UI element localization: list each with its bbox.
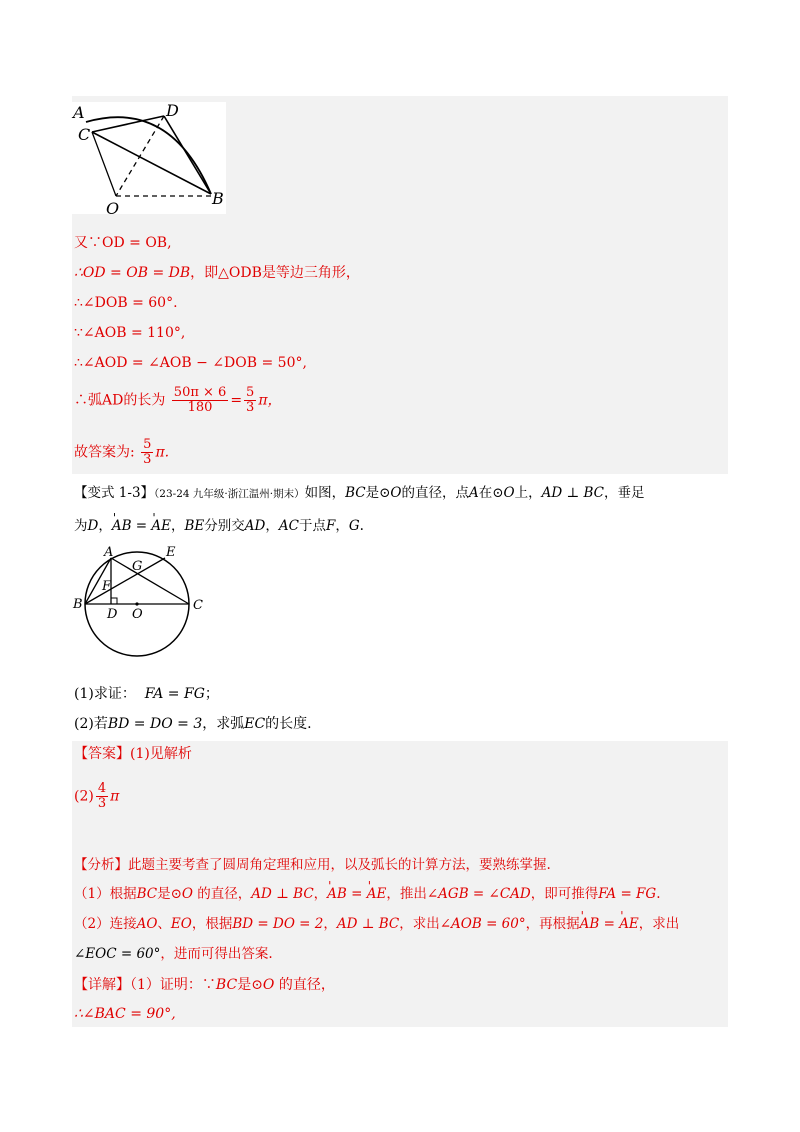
arc-ab: ' AB (112, 516, 132, 536)
fraction-result (244, 386, 256, 415)
math-eo: EO (170, 916, 192, 932)
equals-sign: = (346, 886, 367, 902)
answer-label: 【答案】 (74, 746, 130, 762)
math-ad-perp-bc: AD ⊥ BC (251, 886, 314, 902)
detail-line-1 (74, 975, 335, 995)
detail-line-2 (74, 1004, 176, 1024)
problem-text: 于点 (298, 518, 326, 534)
fraction-numerator: 5 (246, 385, 255, 400)
analysis-text: （1）根据 (74, 886, 137, 902)
question-text: (1)求证： (74, 686, 136, 702)
answer-part-1: (1)见解析 (130, 746, 192, 762)
fraction-numerator: 50π × 6 (173, 385, 227, 400)
math-ac: AC (278, 518, 299, 534)
math-bd-do: BD = DO = 2 (232, 916, 324, 932)
fraction-denominator: 3 (97, 796, 107, 811)
analysis-text: 是 (157, 886, 171, 902)
fraction-final (141, 438, 153, 467)
fig2-label-o: O (132, 607, 143, 622)
problem-text: . (359, 518, 364, 534)
pi-symbol: π (110, 788, 120, 805)
problem-text: ， (335, 518, 349, 534)
fraction-numerator: 5 (143, 437, 152, 452)
solution-line-5: ∴∠AOD = ∠AOB − ∠DOB = 50°, (74, 355, 307, 371)
problem-text: 如图， (304, 485, 346, 501)
arc-ae: ' AE (151, 516, 171, 536)
fig1-label-a: A (73, 103, 85, 122)
detail-text: 的直径， (274, 977, 335, 993)
math-f: F (325, 518, 336, 534)
fig1-label-b: B (212, 189, 224, 208)
math-ec: EC (244, 716, 266, 732)
arc-ab: ' AB (580, 914, 600, 934)
math-angle-aob: ∠AOB = 60° (439, 916, 526, 932)
math-circle-o: ⊙O (251, 977, 275, 993)
problem-text: 在⊙ (478, 485, 504, 501)
analysis-step-3 (74, 944, 273, 964)
analysis-text: ，求出 (399, 916, 440, 932)
equals-sign: = (599, 916, 620, 932)
final-answer-label: 故答案为: (74, 444, 135, 461)
detail-text: （1）证明：∵ (130, 977, 216, 993)
fig2-label-c: C (193, 598, 203, 613)
problem-line-2 (74, 516, 364, 536)
analysis-text: ，根据 (191, 916, 233, 932)
analysis-text: ，进而可得出答案. (160, 946, 273, 962)
fig2-label-f: F (102, 579, 112, 594)
fraction-denominator: 180 (187, 400, 213, 415)
math-bd-do: BD = DO = 3 (107, 716, 203, 732)
analysis-text: （2）连接 (74, 916, 137, 932)
fig2-label-g: G (132, 559, 143, 574)
detail-text: 是 (237, 977, 252, 993)
math-ad: AD (244, 518, 266, 534)
analysis-text: ， (323, 916, 337, 932)
fig1-label-d: D (166, 101, 179, 120)
solution-line-2 (74, 263, 360, 283)
analysis-text: ，再根据 (525, 916, 580, 932)
math-bc: BC (215, 977, 238, 993)
math-bc: BC (345, 485, 366, 501)
problem-text: ， (171, 518, 185, 534)
problem-text: ， (98, 518, 112, 534)
math-fa-fg: FA = FG (598, 886, 657, 902)
analysis-text: ，求出 (638, 916, 680, 932)
analysis-text: ，即可推得 (530, 886, 599, 902)
question-text: ； (204, 686, 219, 702)
fraction-numerator: 4 (97, 781, 107, 796)
math-fa-fg: FA = FG (144, 686, 205, 702)
analysis-text: ，推出 (386, 886, 427, 902)
problem-text: 为 (74, 518, 88, 534)
math-ad-perp-bc: AD ⊥ BC (541, 485, 604, 501)
analysis-text: 、 (157, 916, 171, 932)
fig2-label-b: B (73, 597, 83, 612)
analysis-step-2 (74, 914, 679, 934)
question-1 (74, 684, 219, 704)
analysis-label: 【分析】 (74, 857, 128, 873)
equals-sign: = (230, 392, 243, 409)
analysis-text: ， (313, 886, 328, 902)
math-be: BE (184, 518, 205, 534)
problem-line-1 (74, 483, 644, 504)
solution-line-2-text: ，即△ODB是等边三角形， (190, 265, 360, 281)
fraction-answer (96, 782, 108, 811)
math-angle-eq: ∠AGB = ∠CAD (426, 886, 531, 902)
math-d: D (87, 518, 99, 534)
question-text: (2)若 (74, 716, 108, 732)
question-text: ，求弧 (202, 716, 245, 732)
pi-symbol: π. (155, 444, 170, 461)
solution-line-1: 又∵OD = OB, (74, 235, 172, 251)
fig1-label-c: C (78, 125, 91, 144)
math-ao: AO (136, 916, 158, 932)
problem-tag: 【变式 1-3】 (74, 485, 155, 501)
math-o: O (390, 485, 402, 501)
analysis-intro (74, 855, 551, 875)
problem-text: ， (265, 518, 279, 534)
fraction-denominator: 3 (246, 400, 255, 415)
math-bc: BC (136, 886, 158, 902)
fig2-label-d: D (107, 607, 118, 622)
equals-sign: = (131, 518, 152, 534)
solution-line-2-eq: ∴OD = OB = DB (74, 265, 191, 281)
problem-text: 是⊙ (365, 485, 391, 501)
solution-line-3: ∴∠DOB = 60°. (74, 295, 178, 311)
math-angle-eoc: ∠EOC = 60° (74, 946, 161, 962)
arc-length-label: ∴弧AD的长为 (74, 392, 166, 409)
analysis-step-1 (74, 884, 661, 904)
analysis-text: 的直径， (193, 886, 252, 902)
analysis-text: . (656, 886, 661, 902)
fig2-label-e: E (166, 545, 176, 560)
problem-source: （23-24 九年级·浙江温州·期末） (154, 488, 305, 500)
pi-symbol: π， (258, 392, 282, 409)
solution-line-6 (74, 386, 282, 415)
fraction-denominator: 3 (143, 452, 152, 467)
fig1-label-o: O (106, 199, 120, 218)
question-2 (74, 714, 312, 734)
arc-ae: ' AE (619, 914, 639, 934)
question-text: 的长度. (265, 716, 312, 732)
answer-line-2 (74, 782, 119, 811)
fig2-label-a: A (104, 545, 114, 560)
arc-ae: ' AE (367, 884, 387, 904)
math-ad-perp-bc: AD ⊥ BC (336, 916, 400, 932)
fraction-arc-length (172, 386, 229, 415)
answer-part-2-prefix: (2) (74, 788, 94, 805)
math-angle-bac: ∴∠BAC = 90°, (74, 1006, 176, 1022)
math-circle-o: ⊙O (170, 886, 193, 902)
problem-text: 分别交 (204, 518, 245, 534)
solution-line-7 (74, 438, 169, 467)
figure-circle-diagram (70, 542, 220, 682)
figure-arc-diagram (70, 100, 230, 218)
math-o: O (503, 485, 515, 501)
solution-line-4: ∵∠AOB = 110°, (74, 325, 186, 341)
answer-line-1 (74, 744, 192, 764)
problem-text: ，垂足 (603, 485, 645, 501)
math-g: G (348, 518, 360, 534)
analysis-text: 此题主要考查了圆周角定理和应用，以及弧长的计算方法，要熟练掌握. (128, 857, 551, 873)
problem-text: 的直径，点 (401, 485, 469, 501)
math-a: A (468, 485, 479, 501)
arc-ab: ' AB (327, 884, 347, 904)
problem-text: 上， (514, 485, 542, 501)
detail-label: 【详解】 (74, 977, 130, 993)
